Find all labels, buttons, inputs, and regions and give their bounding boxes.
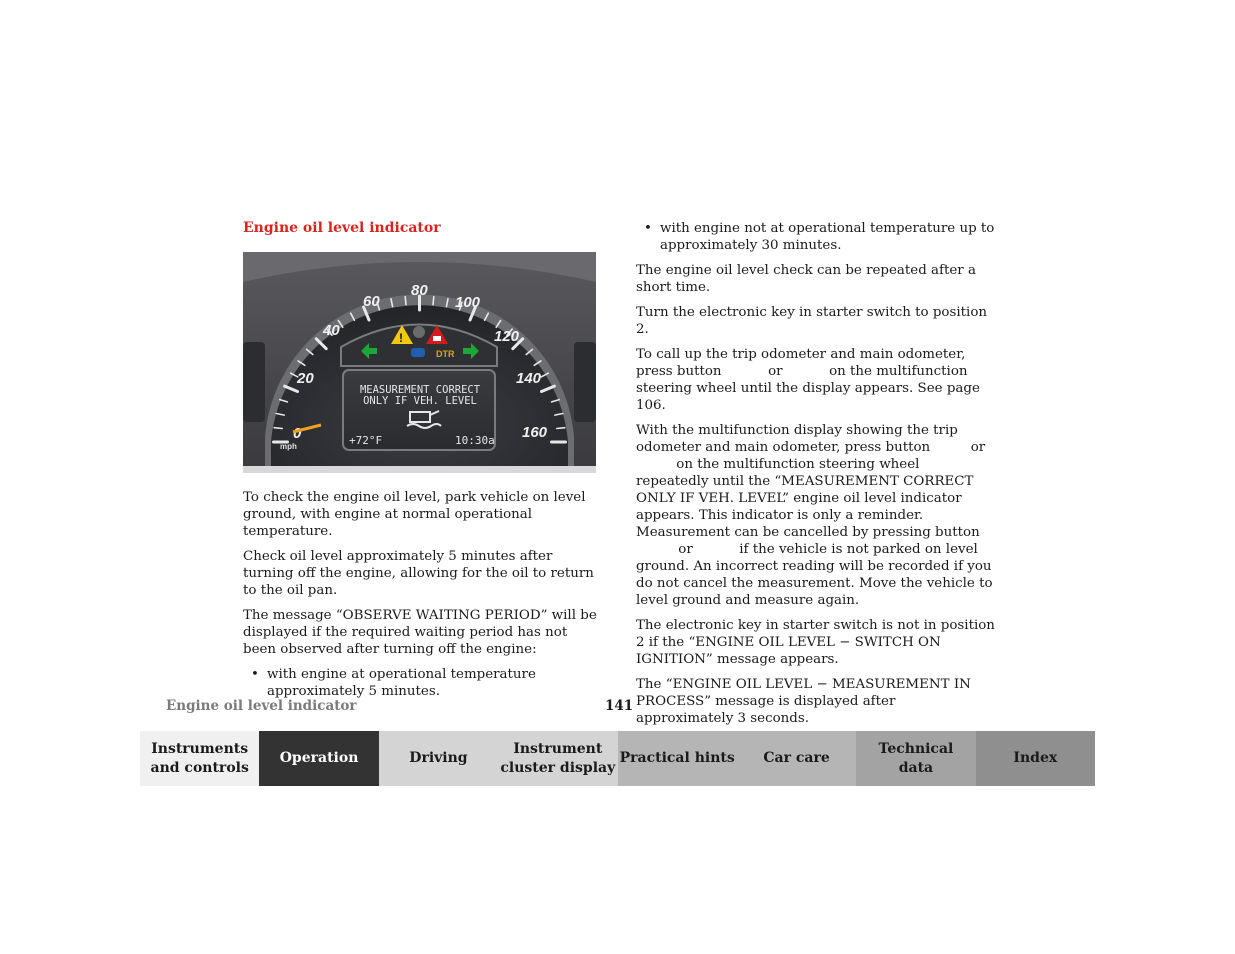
bullet-text: with engine at operational temperature approximately 5 minutes. (267, 667, 536, 699)
dtr-indicator: DTR (436, 349, 455, 359)
speed-label-140: 140 (516, 370, 542, 387)
tab-label: Operation (279, 750, 359, 766)
right-column (636, 220, 996, 735)
dial-tick (557, 428, 565, 429)
tab-label-line2: and controls (150, 759, 249, 776)
paragraph-waiting-message: The message “OBSERVE WAITING PERIOD” will be displayed if the required waiting period has not been observed after turning off the engine: (243, 608, 597, 657)
text-segment: or (678, 542, 693, 557)
speed-label-160: 160 (522, 424, 548, 441)
paragraph-key-position: Turn the electronic key in starter switch to position 2. (636, 305, 988, 337)
tab-label: Driving (409, 750, 468, 766)
text-segment: if the vehicle is not parked on level ground. An incorrect reading will be recorded if you do not cancel the measurement. Move the vehicle to level ground and measure again. (636, 542, 993, 608)
text-segment: on the multifunction steering wheel until the display appears. See page 106. (636, 364, 980, 413)
tab-instrument-cluster-display[interactable] (498, 731, 617, 786)
display-line-1: MEASUREMENT CORRECT (359, 384, 481, 396)
dial-tick (433, 297, 434, 305)
bullet-text: with engine not at operational temperature up to approximately 30 minutes. (660, 221, 995, 253)
tab-operation[interactable] (259, 731, 378, 786)
dial-tick (274, 428, 282, 429)
high-beam-icon (411, 348, 425, 357)
tab-label-line2: cluster display (500, 759, 616, 776)
paragraph-check-timing: Check oil level approximately 5 minutes after turning off the engine, allowing for the oil to return to the oil pan. (243, 549, 594, 598)
speed-unit-label: mph (280, 442, 297, 451)
paragraph-switch-on-ignition: The electronic key in starter switch is not in position 2 if the “ENGINE OIL LEVEL − SWITCH ON IGNITION” message appears. (636, 618, 995, 667)
bullet-mark: • (251, 667, 259, 682)
paragraph-call-trip-odometer (636, 346, 996, 414)
paragraph-display-oil-indicator (636, 422, 996, 609)
text-segment: With the multifunction display showing the trip odometer and main odometer, press button (636, 423, 958, 455)
chapter-tab-bar (140, 731, 1095, 786)
paragraph-measurement-in-process: The “ENGINE OIL LEVEL − MEASUREMENT IN PROCESS” message is displayed after approximately 3 seconds. (636, 677, 971, 726)
tab-label: Index (1013, 750, 1058, 766)
distance-warning-car-icon (433, 336, 441, 341)
paragraph-repeat-check: The engine oil level check can be repeated after a short time. (636, 263, 976, 295)
speed-label-40: 40 (323, 322, 340, 339)
tab-label: Car care (763, 750, 830, 766)
speed-label-20: 20 (297, 370, 314, 387)
bullet-not-operational-temp (636, 220, 996, 254)
right-gauge-edge (574, 342, 596, 422)
instrument-cluster-figure (243, 252, 596, 473)
tab-driving[interactable] (379, 731, 498, 786)
tab-label-line1: Instrument (513, 740, 603, 757)
tab-label: Practical hints (619, 750, 735, 766)
left-column (243, 220, 603, 708)
paragraph-park-vehicle: To check the engine oil level, park vehicle on level ground, with engine at normal operational temperature. (243, 490, 586, 539)
text-segment: or (970, 440, 986, 455)
left-gauge-edge (243, 342, 265, 422)
tab-practical-hints[interactable] (618, 731, 737, 786)
display-line-2: ONLY IF VEH. LEVEL (363, 395, 477, 407)
tab-label-line2: data (898, 759, 934, 776)
speed-label-120: 120 (494, 328, 520, 345)
tab-car-care[interactable] (737, 731, 856, 786)
speed-label-0: 0 (293, 425, 302, 442)
text-segment: on the multifunction steering wheel repeatedly until the “MEASUREMENT CORRECT ONLY IF VEH. LEVEL” engine oil level indicator appears. This indicator is only a reminder. Measurement can be cancelled by pressing button (636, 457, 980, 540)
speed-label-100: 100 (455, 294, 481, 311)
bullet-mark: • (644, 221, 652, 236)
display-clock: 10:30a (455, 434, 495, 447)
bullet-operational-temp (243, 666, 603, 700)
tab-label-line1: Technical (878, 740, 954, 757)
outside-temperature: +72°F (349, 434, 383, 447)
speed-label-80: 80 (411, 282, 428, 299)
text-segment: To call up the trip odometer and main odometer, press button (636, 347, 966, 379)
tab-technical-data[interactable] (856, 731, 975, 786)
footer-section-title: Engine oil level indicator (166, 698, 357, 714)
status-lamp-icon (413, 326, 425, 338)
tab-index[interactable] (976, 731, 1095, 786)
text-segment: or (768, 364, 783, 379)
figure-bottom-edge (243, 466, 596, 473)
warning-exclamation-icon: ! (399, 331, 403, 345)
tab-label-line1: Instruments (151, 740, 249, 757)
speed-label-60: 60 (363, 293, 380, 310)
tab-instruments-and-controls[interactable] (140, 731, 259, 786)
section-heading: Engine oil level indicator (243, 220, 441, 236)
dial-tick (405, 297, 406, 305)
page-number: 141 (605, 698, 634, 714)
